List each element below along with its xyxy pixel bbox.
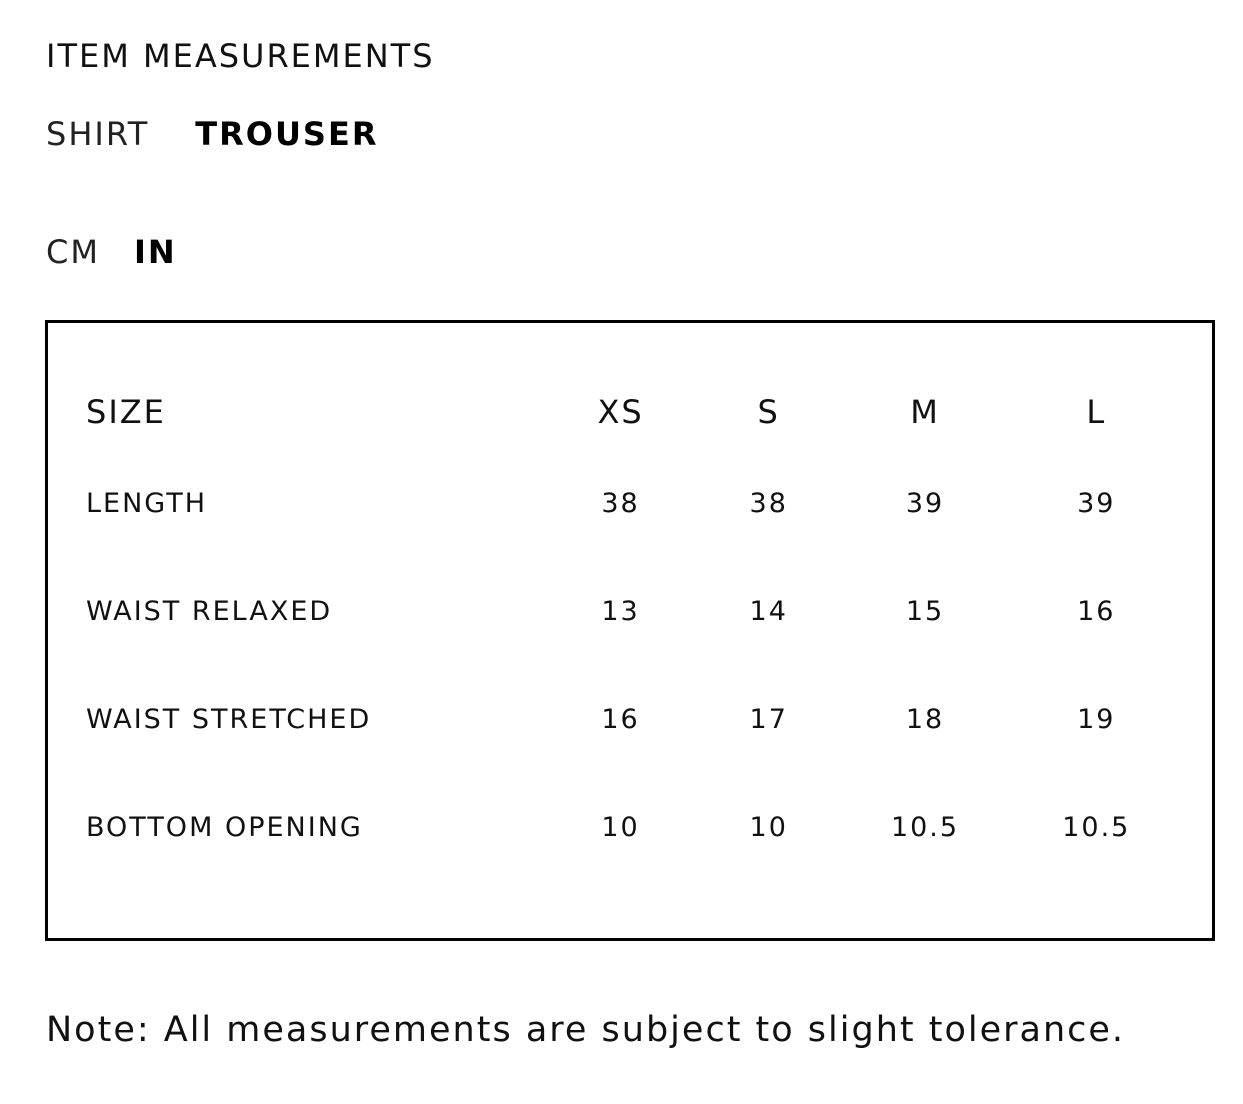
table-cell: 14 [749, 595, 788, 627]
measurements-table-box [45, 320, 1215, 941]
table-cell: 39 [1077, 487, 1116, 519]
row-label-bottom-opening: BOTTOM OPENING [86, 811, 363, 843]
table-cell: 13 [601, 595, 640, 627]
row-label-length: LENGTH [86, 487, 208, 519]
unit-cm[interactable]: CM [46, 233, 100, 271]
unit-in[interactable]: IN [133, 233, 177, 271]
table-row [86, 449, 1186, 557]
unit-toggle [46, 234, 177, 270]
column-header-size: SIZE [86, 393, 166, 431]
table-cell: 38 [601, 487, 640, 519]
table-cell: 10.5 [890, 811, 960, 843]
table-cell: 15 [905, 595, 945, 627]
table-cell: 38 [749, 487, 788, 519]
table-header-row [86, 375, 1186, 449]
tab-shirt[interactable]: SHIRT [46, 115, 150, 153]
column-header-s: S [757, 393, 780, 431]
column-header-l: L [1086, 393, 1107, 431]
column-header-m: M [910, 393, 940, 431]
table-cell: 10 [749, 811, 788, 843]
table-cell: 10.5 [1062, 811, 1131, 843]
garment-tabs [46, 116, 378, 152]
column-header-xs: XS [597, 393, 644, 431]
measurements-table [86, 375, 1186, 881]
table-row [86, 557, 1186, 665]
table-row [86, 773, 1186, 881]
table-row [86, 665, 1186, 773]
tolerance-note: Note: All measurements are subject to slight tolerance. [46, 1010, 1126, 1050]
table-cell: 17 [749, 703, 788, 735]
table-cell: 16 [1077, 595, 1116, 627]
page-title: ITEM MEASUREMENTS [46, 37, 435, 75]
table-cell: 16 [601, 703, 640, 735]
row-label-waist-relaxed: WAIST RELAXED [86, 595, 333, 627]
table-cell: 39 [905, 487, 945, 519]
row-label-waist-stretched: WAIST STRETCHED [86, 703, 372, 735]
table-cell: 10 [601, 811, 640, 843]
table-cell: 18 [905, 703, 945, 735]
table-cell: 19 [1077, 703, 1116, 735]
tab-trouser[interactable]: TROUSER [195, 115, 379, 153]
